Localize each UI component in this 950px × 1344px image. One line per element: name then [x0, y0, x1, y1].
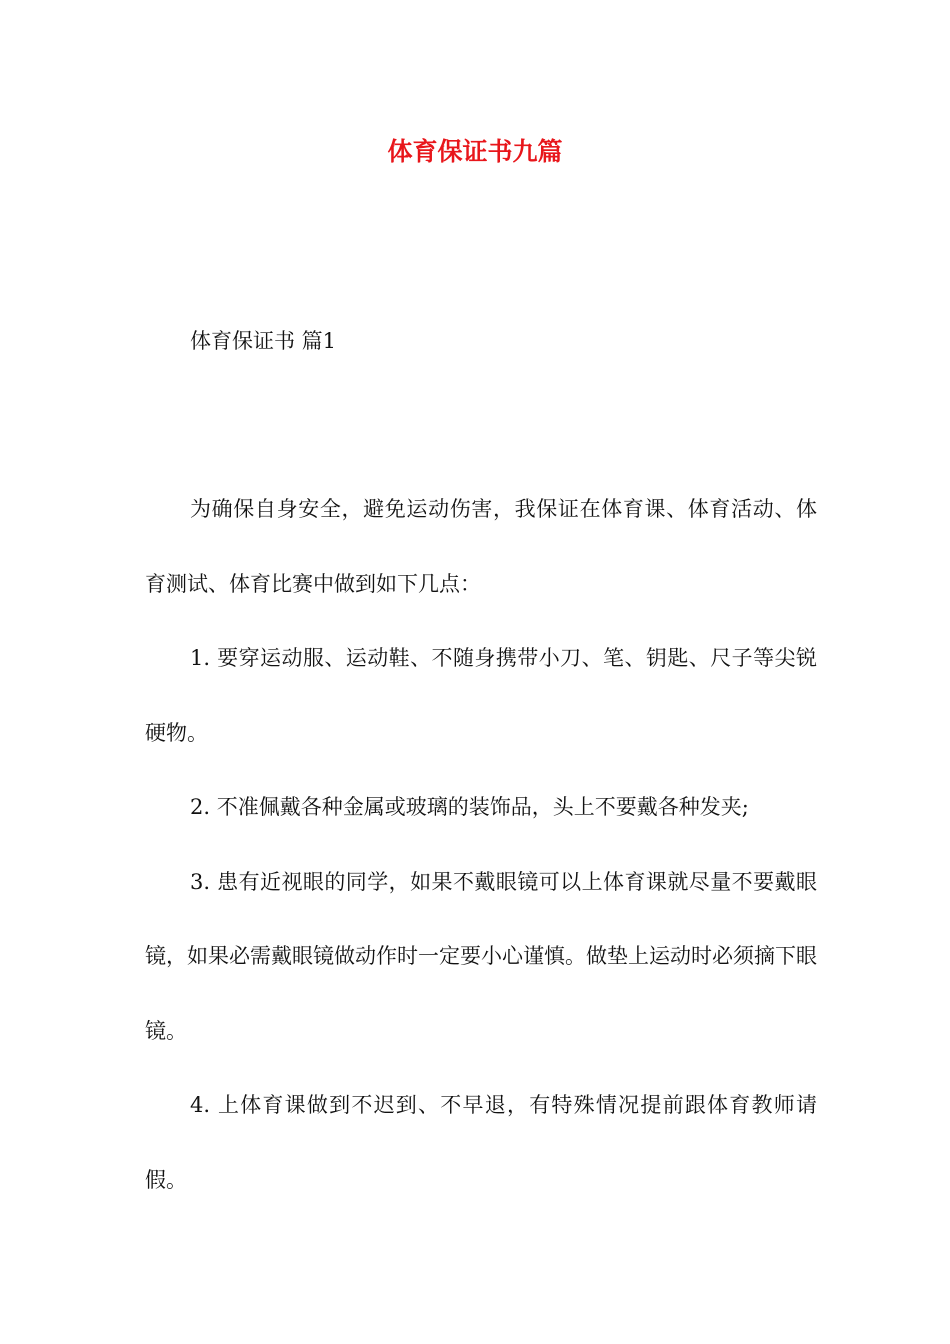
document-body: [145, 472, 817, 1217]
paragraph-item-4: 4. 上体育课做到不迟到、不早退，有特殊情况提前跟体育教师请假。: [145, 1093, 817, 1192]
paragraph-item-2: 2. 不准佩戴各种金属或玻璃的装饰品，头上不要戴各种发夹;: [190, 795, 749, 819]
paragraph-item-3: 3. 患有近视眼的同学，如果不戴眼镜可以上体育课就尽量不要戴眼镜，如果必需戴眼镜做动作时一定要小心谨慎。做垫上运动时必须摘下眼镜。: [145, 869, 817, 1043]
paragraph-item-1: 1. 要穿运动服、运动鞋、不随身携带小刀、笔、钥匙、尺子等尖锐硬物。: [145, 646, 817, 745]
paragraph-intro: 为确保自身安全，避免运动伤害，我保证在体育课、体育活动、体育测试、体育比赛中做到如下几点：: [145, 497, 817, 596]
section-heading: 体育保证书 篇1: [190, 329, 337, 353]
document-title: 体育保证书九篇: [387, 137, 563, 166]
